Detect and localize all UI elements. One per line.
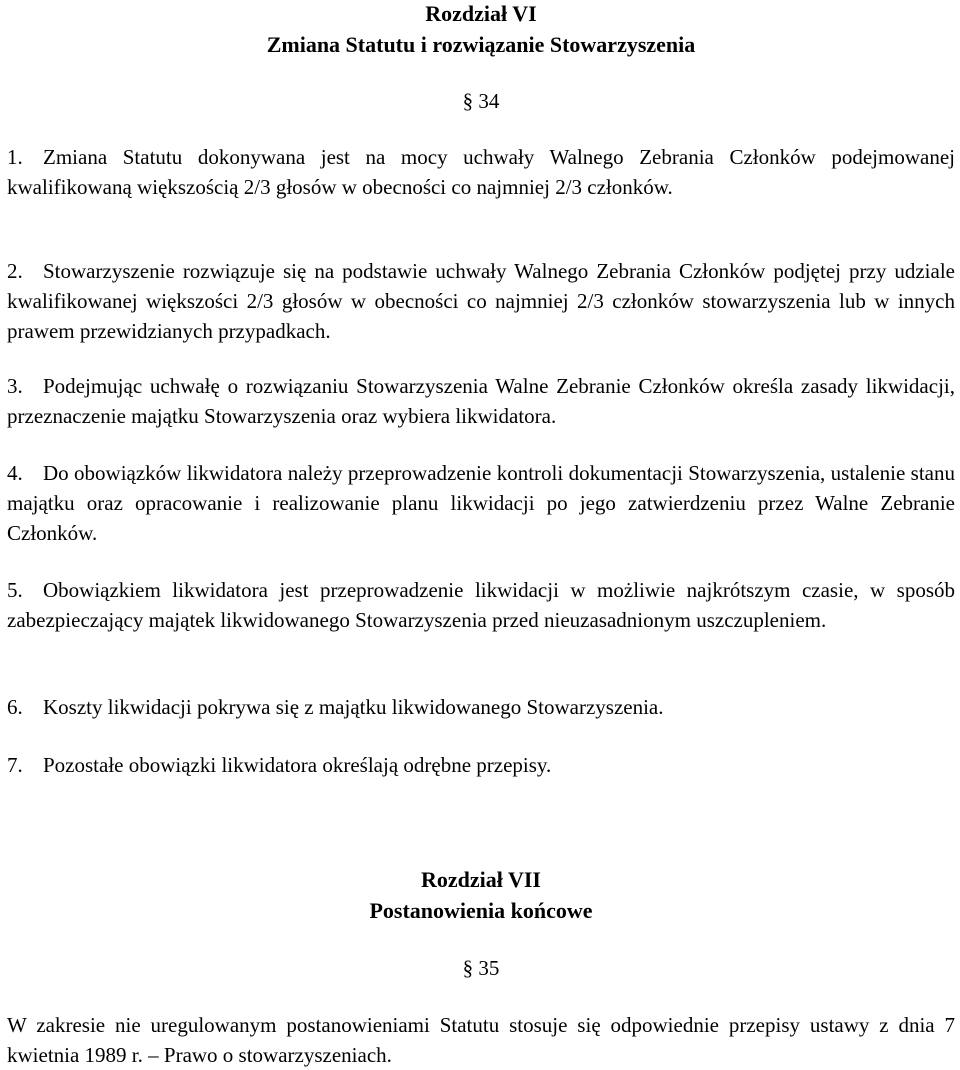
item-text: Zmiana Statutu dokonywana jest na mocy uchwały Walnego Zebrania Członków podejmowanej kwalifikowaną większością 2/3 głosów w obecności co najmniej 2/3 członków. <box>7 145 955 199</box>
final-provision-text: W zakresie nie uregulowanym postanowieniami Statutu stosuje się odpowiednie przepisy ustawy z dnia 7 kwietnia 1989 r. – Prawo o stowarzyszeniach. <box>7 1013 955 1067</box>
list-item <box>7 142 955 202</box>
item-number: 7. <box>7 753 23 777</box>
list-item <box>7 458 955 548</box>
item-text: Koszty likwidacji pokrywa się z majątku likwidowanego Stowarzyszenia. <box>43 695 664 719</box>
list-item <box>7 692 955 722</box>
item-number: 2. <box>7 259 23 283</box>
item-number: 6. <box>7 695 23 719</box>
item-text: Do obowiązków likwidatora należy przeprowadzenie kontroli dokumentacji Stowarzyszenia, ustalenie stanu majątku oraz opracowanie i realizowanie planu likwidacji po jego zatwierdzeniu przez Walne Zebranie Członków. <box>7 461 955 545</box>
item-number: 5. <box>7 578 23 602</box>
item-text: Podejmując uchwałę o rozwiązaniu Stowarzyszenia Walne Zebranie Członków określa zasady likwidacji, przeznaczenie majątku Stowarzyszenia oraz wybiera likwidatora. <box>7 374 955 428</box>
list-item <box>7 750 955 780</box>
item-number: 1. <box>7 145 23 169</box>
chapter-7-heading <box>7 864 955 926</box>
item-text: Pozostałe obowiązki likwidatora określają odrębne przepisy. <box>43 753 552 777</box>
list-item <box>7 371 955 431</box>
section-34-mark: § 34 <box>462 89 500 113</box>
chapter-6-subtitle: Zmiana Statutu i rozwiązanie Stowarzyszenia <box>266 32 696 57</box>
item-number: 3. <box>7 374 23 398</box>
item-number: 4. <box>7 461 23 485</box>
section-35-mark: § 35 <box>462 956 500 980</box>
chapter-6-heading <box>7 0 955 60</box>
chapter-7-title: Rozdział VII <box>421 867 541 892</box>
list-item <box>7 575 955 635</box>
list-item <box>7 256 955 346</box>
item-text: Obowiązkiem likwidatora jest przeprowadzenie likwidacji w możliwie najkrótszym czasie, w sposób zabezpieczający majątek likwidowanego Stowarzyszenia przed nieuzasadnionym uszczupleniem. <box>7 578 955 632</box>
item-text: Stowarzyszenie rozwiązuje się na podstawie uchwały Walnego Zebrania Członków podjętej przy udziale kwalifikowanej większości 2/3 głosów w obecności co najmniej 2/3 członków stowarzyszenia lub w innych prawem przewidzianych przypadkach. <box>7 259 955 343</box>
chapter-6-title: Rozdział VI <box>425 1 537 26</box>
chapter-7-subtitle: Postanowienia końcowe <box>369 898 593 923</box>
